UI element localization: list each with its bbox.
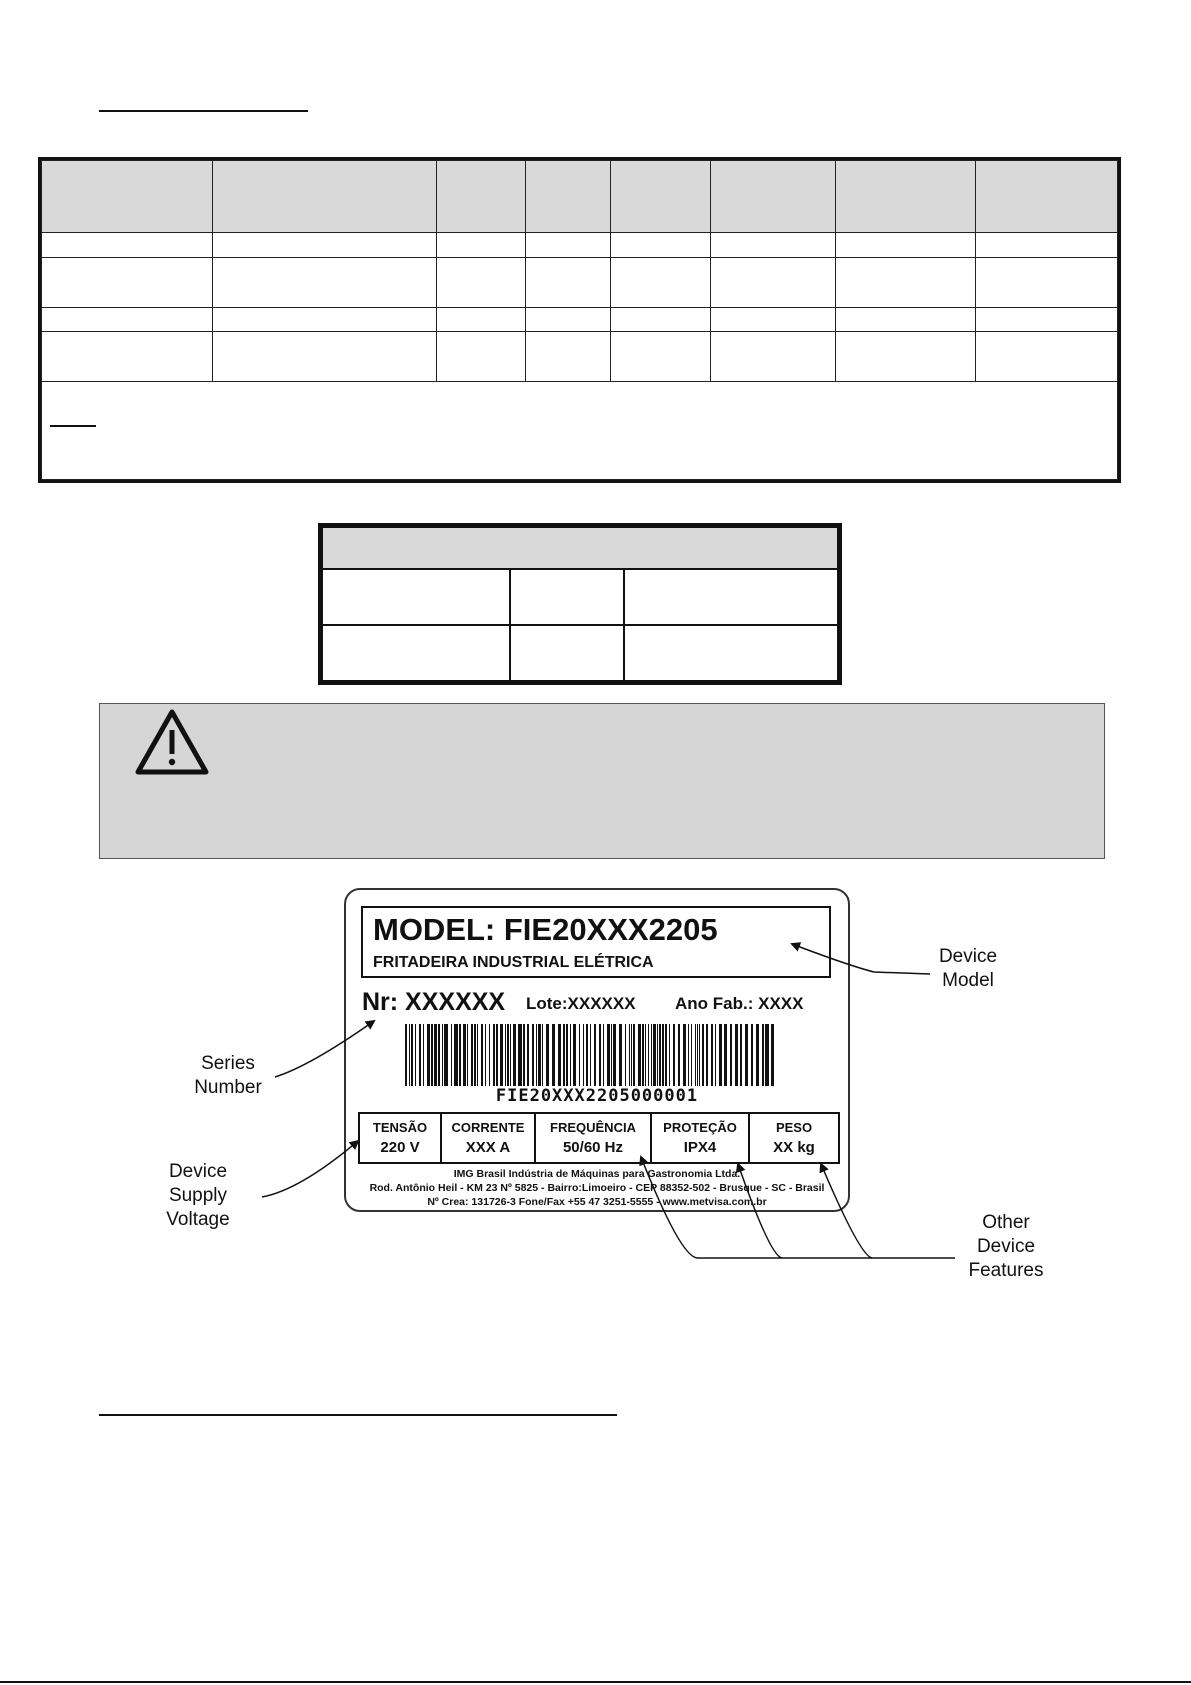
secondary-table	[321, 526, 839, 682]
spec-cell-current	[442, 1114, 536, 1162]
spec-cell-voltage	[360, 1114, 442, 1162]
spec-cell-weight	[750, 1114, 838, 1162]
barcode-bar	[659, 1024, 661, 1086]
barcode-bar	[419, 1024, 421, 1086]
barcode-bar	[507, 1024, 509, 1086]
model-number: MODEL: FIE20XXX2205	[373, 912, 718, 947]
barcode-bar	[691, 1024, 692, 1086]
barcode-bar	[546, 1024, 549, 1086]
barcode-bar	[496, 1024, 498, 1086]
barcode-bar	[451, 1024, 452, 1086]
barcode-bar	[415, 1024, 416, 1086]
barcode-bar	[603, 1024, 604, 1086]
barcode-bar	[669, 1024, 670, 1086]
table-row	[42, 233, 1118, 257]
callout-other-features: Other Device Features	[968, 1212, 1044, 1281]
barcode-bar	[625, 1024, 626, 1086]
barcode-bar	[765, 1024, 769, 1086]
barcode-bar	[756, 1024, 759, 1086]
barcode-bar	[583, 1024, 584, 1086]
barcode-text: FIE20XXX2205000001	[495, 1086, 699, 1106]
barcode-bar	[493, 1024, 495, 1086]
barcode-bar	[653, 1024, 656, 1086]
barcode-bar	[735, 1024, 738, 1086]
table-row	[322, 569, 838, 625]
manufacturer-line: IMG Brasil Indústria de Máquinas para Gastronomia Ltda.	[453, 1168, 741, 1180]
barcode-bar	[489, 1024, 490, 1086]
barcode-bar	[542, 1024, 543, 1086]
table-note-row	[42, 382, 1118, 480]
barcode-bar	[695, 1024, 696, 1086]
barcode-bar	[607, 1024, 610, 1086]
spec-value: 50/60 Hz	[562, 1139, 624, 1156]
barcode-bar	[706, 1024, 708, 1086]
barcode-bar	[563, 1024, 565, 1086]
barcode-bar	[570, 1024, 571, 1086]
barcode-bar	[500, 1024, 503, 1086]
warning-box	[99, 703, 1105, 859]
spec-value: XX kg	[773, 1139, 815, 1156]
barcode-bar	[751, 1024, 753, 1086]
barcode-bar	[481, 1024, 483, 1086]
barcode-bar	[409, 1024, 410, 1086]
contact-line: Nº Crea: 131726-3 Fone/Fax +55 47 3251-5555 - www.metvisa.com.br	[427, 1196, 767, 1208]
identification-label-plate	[344, 888, 850, 1212]
barcode-bar	[485, 1024, 486, 1086]
barcode-bar	[579, 1024, 580, 1086]
barcode-bar	[474, 1024, 476, 1086]
barcode-bar	[505, 1024, 506, 1086]
barcode-bar	[678, 1024, 680, 1086]
barcode-bar	[631, 1024, 632, 1086]
serial-number: Nr: XXXXXX	[362, 988, 506, 1016]
barcode-bar	[719, 1024, 722, 1086]
barcode-bar	[552, 1024, 555, 1086]
page-bottom-rule	[0, 1681, 1191, 1683]
barcode-bar	[510, 1024, 511, 1086]
barcode-bar	[513, 1024, 516, 1086]
barcode-bar	[566, 1024, 568, 1086]
barcode-bar	[467, 1024, 468, 1086]
spec-value: IPX4	[683, 1139, 717, 1156]
barcode-bar	[444, 1024, 448, 1086]
product-description: FRITADEIRA INDUSTRIAL ELÉTRICA	[373, 954, 654, 971]
barcode-bar	[619, 1024, 622, 1086]
barcode-bar	[434, 1024, 437, 1086]
barcode-bar	[702, 1024, 704, 1086]
note-label-underline	[50, 425, 96, 427]
barcode-bar	[673, 1024, 675, 1086]
table-row	[42, 307, 1118, 331]
spec-label: FREQUÊNCIA	[550, 1120, 636, 1135]
barcode-bar	[651, 1024, 652, 1086]
barcode-bar	[518, 1024, 522, 1086]
spec-cell-protection	[652, 1114, 750, 1162]
manufacture-year: Ano Fab.: XXXX	[675, 994, 804, 1013]
barcode-bar	[711, 1024, 713, 1086]
barcode-bar	[427, 1024, 430, 1086]
specification-table	[41, 160, 1118, 480]
barcode-bar	[527, 1024, 529, 1086]
spec-label: PESO	[775, 1120, 813, 1135]
barcode-bar	[699, 1024, 700, 1086]
barcode-bar	[471, 1024, 473, 1086]
barcode	[405, 1024, 775, 1086]
callout-supply-voltage: Device Supply Voltage	[166, 1161, 230, 1230]
barcode-bar	[405, 1024, 407, 1086]
section-heading-underline	[99, 1414, 617, 1416]
section-heading-underline	[99, 110, 308, 112]
table-row	[42, 332, 1118, 382]
barcode-bar	[594, 1024, 596, 1086]
barcode-bar	[454, 1024, 458, 1086]
barcode-bar	[523, 1024, 525, 1086]
callout-series-number: Series Number	[194, 1053, 262, 1098]
barcode-bar	[648, 1024, 649, 1086]
table-header-row	[42, 161, 1118, 233]
barcode-bar	[771, 1024, 774, 1086]
barcode-bar	[762, 1024, 764, 1086]
barcode-bar	[613, 1024, 616, 1086]
warning-triangle-icon	[134, 708, 210, 776]
barcode-bar	[715, 1024, 716, 1086]
electrical-specs-row	[358, 1112, 840, 1164]
lot-number: Lote:XXXXXX	[526, 994, 636, 1013]
barcode-bar	[599, 1024, 601, 1086]
barcode-bar	[688, 1024, 689, 1086]
spec-label: PROTEÇÃO	[663, 1120, 737, 1135]
barcode-bar	[745, 1024, 748, 1086]
barcode-bar	[459, 1024, 461, 1086]
barcode-bar	[662, 1024, 664, 1086]
model-box	[361, 906, 831, 978]
barcode-bar	[611, 1024, 612, 1086]
barcode-bar	[730, 1024, 732, 1086]
barcode-bar	[590, 1024, 591, 1086]
barcode-bar	[532, 1024, 534, 1086]
barcode-bar	[442, 1024, 443, 1086]
barcode-bar	[586, 1024, 588, 1086]
barcode-bar	[558, 1024, 561, 1086]
barcode-bar	[411, 1024, 413, 1086]
table-header-row	[322, 527, 838, 569]
barcode-bar	[477, 1024, 478, 1086]
barcode-bar	[665, 1024, 667, 1086]
spec-value: 220 V	[380, 1139, 420, 1156]
spec-label: CORRENTE	[451, 1120, 525, 1135]
barcode-bar	[645, 1024, 646, 1086]
barcode-bar	[657, 1024, 658, 1086]
barcode-bar	[638, 1024, 641, 1086]
spec-label: TENSÃO	[372, 1120, 428, 1135]
table-row	[42, 257, 1118, 307]
barcode-bar	[633, 1024, 635, 1086]
callout-device-model: Device Model	[938, 946, 998, 991]
barcode-bar	[431, 1024, 433, 1086]
table-row	[322, 625, 838, 681]
barcode-bar	[740, 1024, 742, 1086]
barcode-bar	[538, 1024, 541, 1086]
address-line: Rod. Antônio Heil - KM 23 Nº 5825 - Bairro:Limoeiro - CEP 88352-502 - Brusque - SC - Brasil	[369, 1182, 825, 1194]
barcode-bar	[697, 1024, 698, 1086]
barcode-bar	[573, 1024, 576, 1086]
barcode-bar	[724, 1024, 727, 1086]
barcode-bar	[683, 1024, 686, 1086]
barcode-bar	[629, 1024, 630, 1086]
barcode-bar	[463, 1024, 466, 1086]
barcode-bar	[423, 1024, 424, 1086]
spec-value: XXX A	[465, 1139, 511, 1156]
barcode-bar	[438, 1024, 440, 1086]
barcode-bar	[642, 1024, 644, 1086]
spec-cell-frequency	[536, 1114, 652, 1162]
barcode-bar	[536, 1024, 537, 1086]
